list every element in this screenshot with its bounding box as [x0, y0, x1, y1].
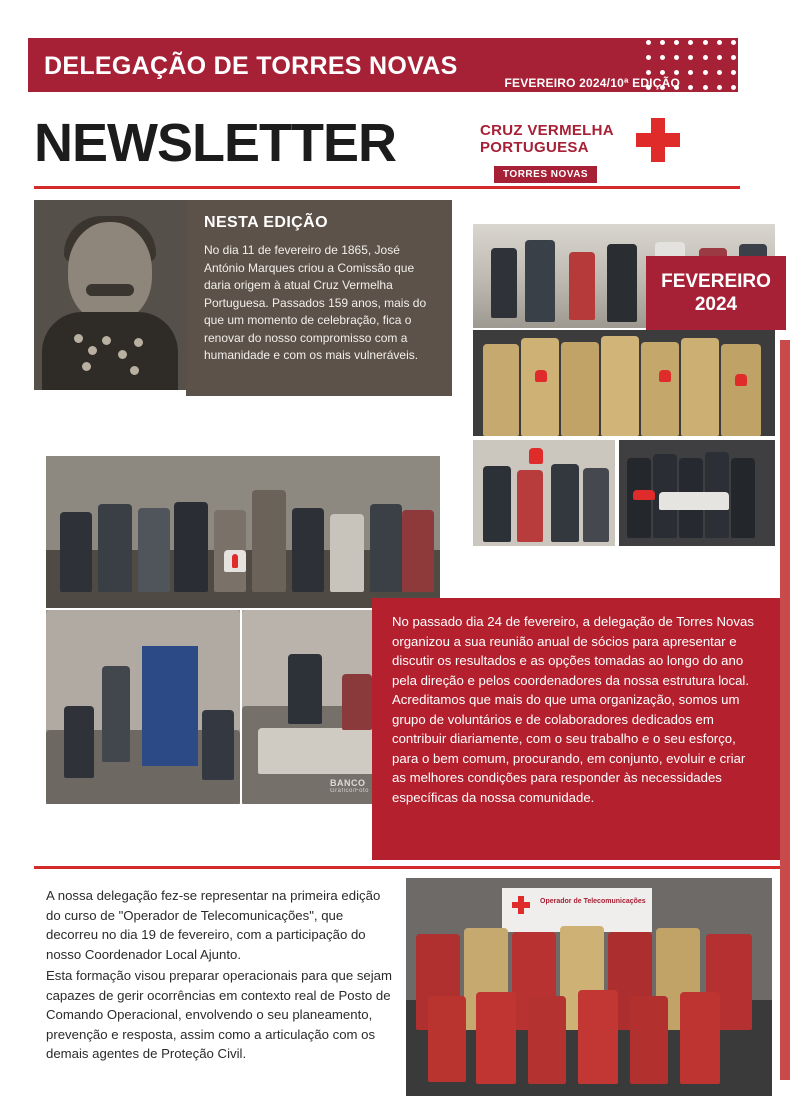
page-edge-accent: [780, 340, 790, 1080]
course-banner-text: Operador de Telecomunicações: [540, 898, 646, 905]
badge-month: FEVEREIRO: [661, 271, 771, 292]
photo-telecom-course: [406, 878, 772, 1096]
logo-line-1: CRUZ VERMELHA: [480, 122, 614, 139]
portrait-moustache: [86, 284, 134, 296]
edition-label: FEVEREIRO 2024/10ª EDIÇÃO: [504, 76, 680, 90]
photo-meeting-table: [242, 610, 382, 804]
photo-meeting-room: [46, 610, 240, 804]
badge-year: 2024: [694, 294, 738, 315]
logo-line-2: PORTUGUESA: [480, 139, 589, 156]
portrait-medal: [102, 336, 111, 345]
bottom-paragraph-1: A nossa delegação fez-se representar na primeira edição do curso de "Operador de Telecomunicações", que decorreu no dia 19 de fevereiro, com a participação do nosso Coordenador Local Ajunto.: [46, 888, 381, 962]
logo-subtitle: TORRES NOVAS: [494, 166, 597, 183]
red-cross-icon: [512, 896, 530, 914]
portrait-medal: [88, 346, 97, 355]
photo-pair-meetings: [46, 610, 382, 804]
divider-top: [34, 186, 740, 189]
portrait-medal: [130, 366, 139, 375]
portrait-medal: [118, 350, 127, 359]
bottom-paragraph-2: Esta formação visou preparar operacionais para que sejam capazes de gerir ocorrências em contexto real de Posto de Comando Operacional, envolvendo o seu planeamento, prevenção e resposta, assim como a articulação com os demais agentes de Proteção Civil.: [46, 968, 392, 1061]
divider-bottom: [34, 866, 780, 869]
nesta-edicao-title: NESTA EDIÇÃO: [204, 214, 328, 231]
month-badge: [646, 256, 786, 330]
photo-volunteers-banner: [619, 440, 775, 546]
nesta-edicao-box: [186, 200, 452, 396]
founder-portrait: [34, 200, 186, 390]
photo-annual-meeting: [46, 456, 440, 608]
nesta-edicao-body: No dia 11 de fevereiro de 1865, José António Marques criou a Comissão que daria origem à atual Cruz Vermelha Portuguesa. Passados 159 anos, mais do que um momento de celebração, fica o renovar do nosso compromisso com a humanidade e com os mais vulneráveis.: [204, 243, 427, 362]
red-article-text: No passado dia 24 de fevereiro, a delegação de Torres Novas organizou a sua reunião anual de sócios para apresentar e discutir os resultados e as opções tomadas ao longo do ano pela direção e pelos coordenadores da nossa estrutura local. Acreditamos que mais do que uma organização, somos um grupo de voluntários e de colaboradores dedicados em contribuir diariamente, com o seu trabalho e o seu esforço, para o bem comum, procurando, em conjunto, evoluir e criar as melhores condições para responder às necessidades específicas da nossa comunidade.: [392, 614, 754, 805]
door-shape: [142, 646, 198, 766]
photo-indoor-meeting: [473, 440, 615, 546]
portrait-medal: [74, 334, 83, 343]
red-article-block: [372, 598, 780, 860]
red-cross-icon: [636, 118, 680, 162]
portrait-medal: [82, 362, 91, 371]
photos-watermark: BANCO Gráfico/Foto: [330, 778, 370, 794]
portrait-uniform: [42, 312, 178, 390]
collage-watermark: BANCO Gráfico/Foto: [633, 548, 673, 564]
portrait-medal: [134, 338, 143, 347]
page-title: NEWSLETTER: [34, 113, 396, 173]
cvp-logo: [480, 118, 680, 180]
portrait-face: [68, 222, 152, 322]
bottom-article: [46, 886, 394, 1066]
photo-team-group-hug: [473, 330, 775, 436]
logo-text: [480, 122, 614, 156]
delegation-title: DELEGAÇÃO DE TORRES NOVAS: [44, 52, 458, 80]
